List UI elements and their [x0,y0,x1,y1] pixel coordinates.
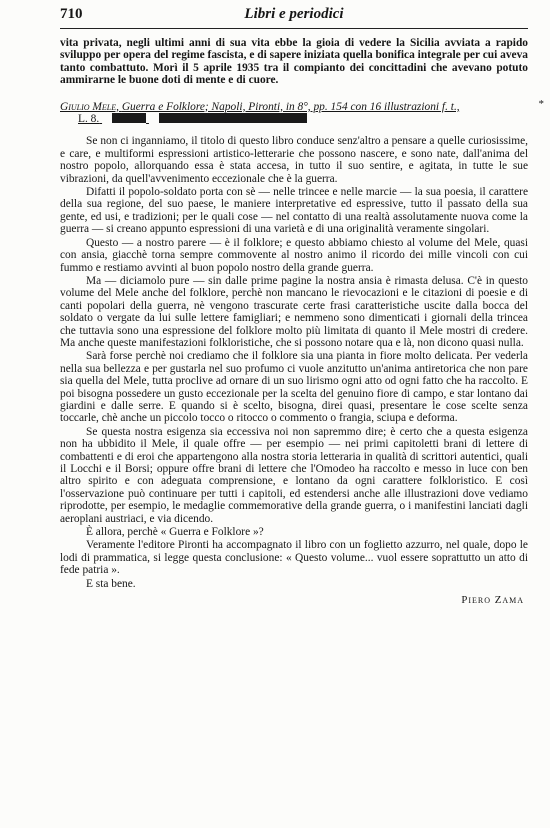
page-number: 710 [60,6,83,22]
page-header [60,6,528,29]
body-paragraph: Questo — a nostro parere — è il folklore; e questo abbiamo chiesto al volume del Mele, quasi con ansia, giacchè torna sempre commovente al nostro animo il ricordo dei mille vincoli con cui fummo e restiamo avvinti al buon popolo nostro della grande guerra. [60,236,528,274]
review-price: L. 8. [78,113,100,126]
body-paragraph: Se non ci inganniamo, il titolo di questo libro conduce senz'altro a pensare a quelle curiosissime, e care, e multiformi espressioni artistico-letterarie che possono nascere, e sono nate, dall'anima del nostro popolo, allorquando essa è stata accesa, in tutto il suo sentire, e agitata, in tutte le sue vibrazioni, da quell'avvenimento eccezionale che è la guerra. [60,135,528,185]
body-paragraph: Veramente l'editore Pironti ha accompagnato il libro con un foglietto azzurro, nel quale, dopo le lodi di prammatica, si legge questa conclusione: « Questo volume... vuol essere soprattutto un atto di fede patria ». [60,539,528,577]
redaction-bar [112,113,146,123]
end-mark-icon: * [538,98,544,110]
continuation-paragraph: vita privata, negli ultimi anni di sua vita ebbe la gioia di vedere la Sicilia avviata a rapido sviluppo per opera del regime fascista, e di sapere iniziata quella bonifica integrale per cui aveva tanto combattuto. Morì il 5 aprile 1935 tra il compianto dei concittadini che avevano potuto ammirarne le buone doti di mente e di cuore. [60,37,528,87]
review-signature: Piero Zama [461,594,524,607]
review-heading [60,101,528,126]
body-paragraph: Sarà forse perchè noi crediamo che il folklore sia una pianta in fiore molto delicata. Per vederla nella sua bellezza e per gustarla nel suo profumo ci vuole anzitutto un'anima antiretorica che non pare sia quella del Mele, tutta proclive ad ornare di un suo lirismo ogni atto od ogni fatto che ha raccolto. E poi bisogna possedere un gusto eccezionale per la scelta del genuino fiore di campo, e star lontano dai giardini e dalle serre. E quando si è scelto, bisogna, direi quasi, presentare le cose scelte senza toccarle, chè anche un piccolo tocco o ritocco o commento o frangia, sciupa e deforma. [60,350,528,425]
body-paragraph: È allora, perchè « Guerra e Folklore »? [86,526,264,539]
body-paragraph: Ma — diciamolo pure — sin dalle prime pagine la nostra ansia è rimasta delusa. C'è in questo volume del Mele anche del folklore, perchè non mancano le rievocazioni e le citazioni di poesie e di canti popolari della guerra, nè vengono trascurate certe frasi caratteristiche uscite dalla bocca del soldato o vergate da lui sulle lettere famigliari; e nemmeno sono dimenticati i giornali della trincea che tuttavia sono una espressione del folklore molto più limitata di quanto il Mele mostri di credere. Ma anche queste manifestazioni folkloristiche, che si possono notare qua e là, non dicono quasi nulla. [60,274,528,349]
review-author: Giulio Mele, [60,100,119,113]
review-body [60,135,528,590]
redaction-bar [159,113,307,123]
running-title: Libri e periodici [244,6,344,22]
review-citation: Guerra e Folklore; Napoli, Pironti, in 8°, pp. 154 con 16 illustrazioni f. t., [121,100,460,113]
body-paragraph: Se questa nostra esigenza sia eccessiva noi non sapremmo dire; è certo che a questa esigenza non ha ubbidito il Mele, il quale offre — per esempio — nei primi capitoletti brani di lettere di combattenti e di eroi che appartengono alla nostra storia letteraria in qualità di scrittori autentici, quali il Locchi e il Borsi; oppure offre brani di lettere che l'Omodeo ha raccolto e messo in luce con ben altro spirito e con adeguata comprensione, e lontano da ogni carattere folkloristico. E così l'osservazione può continuare per tutti i capitoli, ed estendersi anche alle illustrazioni dove vediamo riprodotte, per esempio, le medaglie commemorative della grande guerra, o i manifestini lanciati dagli aeroplani austriaci, e via dicendo. [60,425,528,525]
body-paragraph: E sta bene. [86,577,136,590]
body-paragraph: Difatti il popolo-soldato porta con sè — nelle trincee e nelle marcie — la sua poesia, il carattere della sua regione, del suo paese, le maniere interpretative ed espressive, tutto il passato della sua gente, ed usi, e tradizioni; per le quali cose — nel contatto di una realtà assolutamente nuova come la guerra — si creano appunto espressioni di una varietà e di una originalità veramente singolari. [60,186,528,236]
